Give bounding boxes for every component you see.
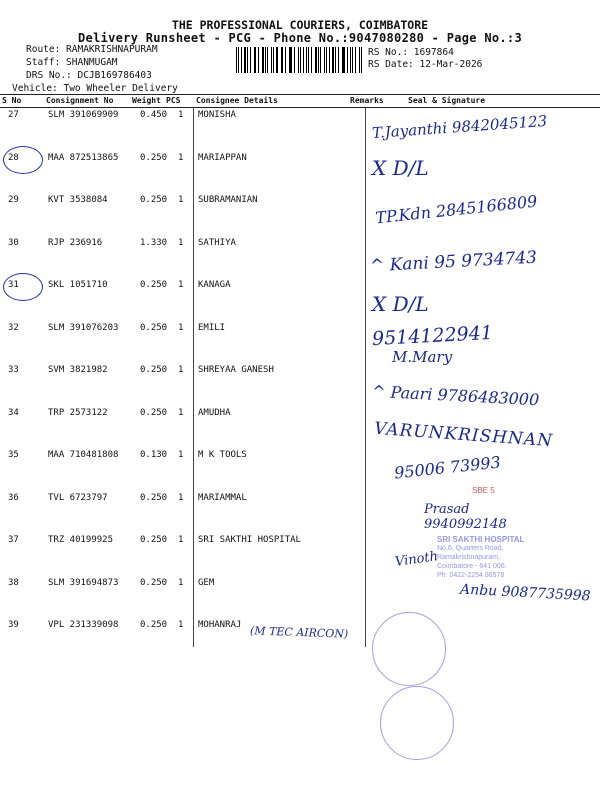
pieces: 1	[178, 280, 184, 290]
signature-29: TP.Kdn 2845166809	[374, 191, 539, 228]
signature-35: 95006 73993	[393, 452, 502, 483]
barcode-bar	[273, 47, 274, 73]
barcode-bar	[347, 47, 348, 73]
table-row	[0, 323, 600, 343]
table-row	[0, 280, 600, 300]
pieces: 1	[178, 110, 184, 120]
pieces: 1	[178, 492, 184, 503]
weight: 0.250	[140, 407, 168, 418]
stamp-circle-top	[372, 612, 446, 686]
weight: 1.330	[140, 237, 168, 248]
signature-34: VARUNKRISHNAN	[373, 418, 554, 452]
weight: 0.250	[140, 152, 168, 163]
barcode-bar	[271, 47, 272, 73]
signature-38: Anbu 9087735998	[459, 581, 591, 605]
weight: 0.130	[140, 450, 168, 460]
barcode	[236, 47, 364, 73]
pieces: 1	[178, 620, 184, 630]
barcode-bar	[308, 47, 309, 73]
barcode-bar	[262, 47, 264, 73]
consignee-name: GEM	[198, 577, 215, 588]
barcode-bar	[285, 47, 286, 73]
weight: 0.250	[140, 492, 168, 503]
barcode-bar	[329, 47, 330, 73]
barcode-bar	[311, 47, 312, 73]
row-number: 35	[8, 450, 19, 460]
pieces: 1	[178, 365, 184, 375]
col-weight: Weight	[132, 96, 161, 105]
barcode-bar	[258, 47, 259, 73]
row-number: 38	[8, 577, 19, 588]
barcode-bar	[318, 47, 319, 73]
barcode-bar	[326, 47, 327, 73]
col-pcs: PCS	[166, 96, 181, 105]
barcode-bar	[298, 47, 299, 73]
consignment-number: SLM 391694873	[48, 577, 119, 588]
row-number: 29	[8, 195, 19, 205]
drs-number: DRS No.: DCJB169786403	[26, 70, 152, 81]
signature-30: ^ Kani 95 9734743	[369, 247, 538, 277]
weight: 0.250	[140, 577, 168, 588]
weight: 0.250	[140, 365, 168, 375]
barcode-bar	[320, 47, 321, 73]
consignment-number: VPL 231339098	[48, 620, 119, 630]
row-number: 27	[8, 110, 19, 120]
consignee-name: EMILI	[198, 322, 226, 333]
barcode-bar	[342, 47, 343, 73]
col-consignee: Consignee Details	[196, 96, 278, 105]
col-sno: S No	[2, 96, 22, 105]
table-row	[0, 153, 600, 173]
col-remarks: Remarks	[350, 96, 384, 105]
table-row	[0, 450, 600, 470]
barcode-bar	[294, 47, 296, 73]
barcode-bar	[267, 47, 268, 73]
col-seal: Seal & Signature	[408, 96, 486, 105]
barcode-bar	[332, 47, 334, 73]
barcode-bar	[324, 47, 325, 73]
weight: 0.450	[140, 110, 168, 120]
consignment-number: SKL 1051710	[48, 280, 108, 290]
barcode-bar	[355, 47, 356, 73]
weight: 0.250	[140, 322, 168, 333]
consignee-name: SATHIYA	[198, 237, 236, 248]
consignee-name: KANAGA	[198, 280, 231, 290]
row-number: 32	[8, 322, 19, 333]
pieces: 1	[178, 322, 184, 333]
consignment-number: KVT 3538084	[48, 195, 108, 205]
row-number: 31	[8, 280, 19, 290]
signature-27: T.Jayanthi 9842045123	[371, 111, 548, 143]
row-number: 39	[8, 620, 19, 630]
row-number: 37	[8, 535, 19, 545]
weight: 0.250	[140, 620, 168, 630]
weight: 0.250	[140, 280, 168, 290]
staff-label: Staff: SHANMUGAM	[26, 57, 118, 68]
barcode-bar	[300, 47, 301, 73]
consignee-name: MARIAMMAL	[198, 492, 247, 503]
barcode-bar	[255, 47, 256, 73]
signature-31: X D/L	[372, 292, 429, 316]
consignee-name: MONISHA	[198, 110, 236, 120]
pieces: 1	[178, 577, 184, 588]
barcode-bar	[352, 47, 354, 73]
barcode-bar	[306, 47, 307, 73]
barcode-bar	[343, 47, 344, 73]
table-row	[0, 493, 600, 513]
signature-33: ^ Paari 9786483000	[371, 381, 540, 410]
barcode-bar	[236, 47, 237, 73]
barcode-bar	[359, 47, 360, 73]
table-row	[0, 408, 600, 428]
consignment-number: TVL 6723797	[48, 492, 108, 503]
header-bottom-rule	[0, 107, 600, 108]
rs-date: RS Date: 12-Mar-2026	[368, 59, 483, 70]
consignee-name: M K TOOLS	[198, 450, 247, 460]
barcode-bar	[361, 47, 362, 73]
barcode-bar	[338, 47, 339, 73]
consignment-number: TRP 2573122	[48, 407, 108, 418]
barcode-bar	[315, 47, 317, 73]
consignee-name: SRI SAKTHI HOSPITAL	[198, 535, 301, 545]
barcode-bar	[241, 47, 242, 73]
barcode-bar	[265, 47, 266, 73]
row-31-circle	[3, 273, 43, 301]
route-label: Route: RAMAKRISHNAPURAM	[26, 44, 158, 55]
barcode-bar	[350, 47, 351, 73]
consignment-number: MAA 872513865	[48, 152, 119, 163]
pieces: 1	[178, 237, 184, 248]
consignment-number: SLM 391076203	[48, 322, 119, 333]
signature-32: 9514122941	[371, 321, 494, 351]
barcode-bar	[335, 47, 336, 73]
pieces: 1	[178, 152, 184, 163]
signature-32-name: M.Mary	[392, 348, 453, 366]
pieces: 1	[178, 407, 184, 418]
consignee-name: AMUDHA	[198, 407, 231, 418]
signature-36: Prasad 9940992148	[424, 502, 507, 532]
barcode-bar	[282, 47, 283, 73]
row-28-circle	[3, 146, 43, 174]
barcode-bar	[244, 47, 246, 73]
signature-28: X D/L	[372, 156, 429, 180]
weight: 0.250	[140, 195, 168, 205]
barcode-bar	[247, 47, 248, 73]
row-number: 36	[8, 492, 19, 503]
col-consignment: Consignment No	[46, 96, 114, 105]
seal-badge: SBE 5	[472, 486, 495, 495]
row-number: 28	[8, 152, 19, 163]
consignee-name: SHREYAA GANESH	[198, 365, 274, 375]
row-number: 33	[8, 365, 19, 375]
barcode-bar	[254, 47, 255, 73]
pieces: 1	[178, 450, 184, 460]
table-header	[0, 95, 600, 107]
company-title: THE PROFESSIONAL COURIERS, COIMBATORE	[171, 18, 429, 32]
row-number: 30	[8, 237, 19, 248]
vehicle-label: Vehicle: Two Wheeler Delivery	[12, 83, 178, 94]
consignment-number: RJP 236916	[48, 237, 103, 248]
barcode-bar	[289, 47, 290, 73]
consignment-number: MAA 710481808	[48, 450, 119, 460]
rs-number: RS No.: 1697864	[368, 47, 454, 58]
consignment-number: SVM 3821982	[48, 365, 108, 375]
barcode-bar	[303, 47, 304, 73]
weight: 0.250	[140, 535, 168, 545]
barcode-bar	[250, 47, 251, 73]
hospital-seal: SRI SAKTHI HOSPITAL No.6, Quarters Road, Ramakrishnapuram, Coimbatore - 641 006. Ph: 0422-2254 86578	[437, 535, 525, 579]
barcode-bar	[290, 47, 291, 73]
pieces: 1	[178, 195, 184, 205]
consignee-name: MOHANRAJ	[198, 620, 242, 630]
remark-39: (M TEC AIRCON)	[249, 624, 349, 641]
table-row	[0, 365, 600, 385]
consignee-name: SUBRAMANIAN	[198, 195, 258, 205]
barcode-bar	[281, 47, 282, 73]
pieces: 1	[178, 535, 184, 545]
row-number: 34	[8, 407, 19, 418]
consignment-number: TRZ 40199925	[48, 535, 114, 545]
consignee-name: MARIAPPAN	[198, 152, 247, 163]
consignment-number: SLM 391069909	[48, 110, 119, 120]
signature-37: Vinoth	[394, 549, 439, 570]
stamp-circle-bottom	[380, 686, 454, 760]
barcode-bar	[276, 47, 278, 73]
barcode-bar	[238, 47, 239, 73]
runsheet-subtitle: Delivery Runsheet - PCG - Phone No.:9047080280 - Page No.:3	[78, 31, 522, 45]
